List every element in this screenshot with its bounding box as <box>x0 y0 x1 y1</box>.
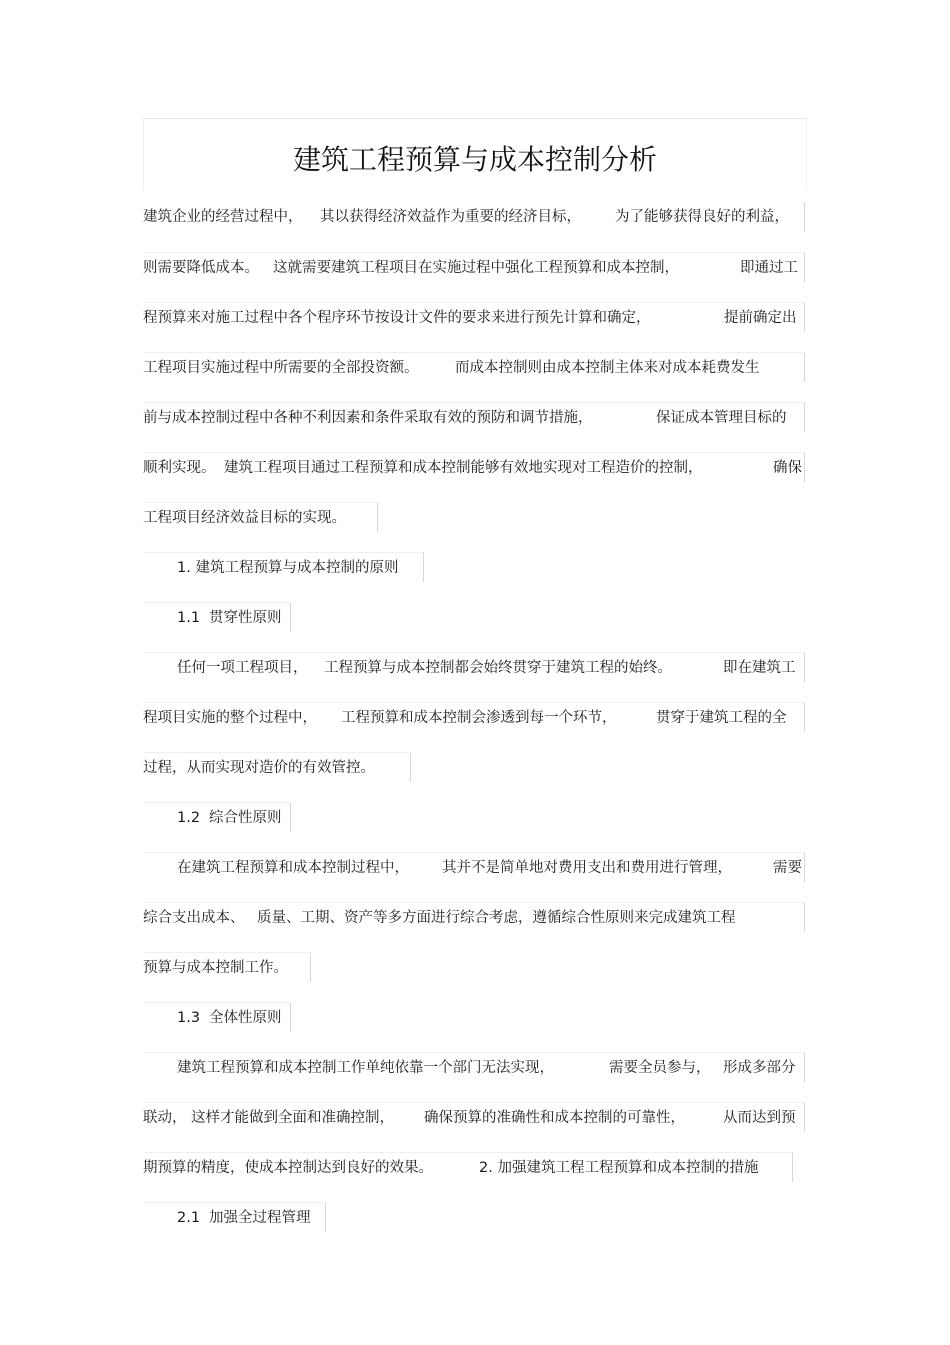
text-segment: 其并不是简单地对费用支出和费用进行管理， <box>442 860 732 876</box>
paragraph-line <box>143 902 805 932</box>
text-segment: 需要全员参与， <box>609 1060 711 1076</box>
subsection-heading <box>143 1002 291 1032</box>
text-segment: 而成本控制则由成本控制主体来对成本耗费发生 <box>455 360 760 376</box>
paragraph-line <box>143 252 805 282</box>
text-segment: 从而达到预 <box>723 1110 796 1126</box>
paragraph-line <box>143 852 805 882</box>
text-segment: 联动， <box>143 1110 187 1126</box>
text-segment: 综合支出成本、 <box>143 910 245 926</box>
text-segment: 即在建筑工 <box>723 660 796 676</box>
text-segment: 预算与成本控制工作。 <box>143 960 288 976</box>
text-segment: 为了能够获得良好的利益， <box>615 209 789 225</box>
text-segment: 贯穿性原则 <box>209 610 282 626</box>
text-segment: 1. 建筑工程预算与成本控制的原则 <box>177 560 399 576</box>
text-segment: 建筑工程预算和成本控制工作单纯依靠一个部门无法实现， <box>177 1060 554 1076</box>
text-segment: 保证成本管理目标的 <box>656 410 787 426</box>
paragraph-line <box>143 452 805 482</box>
text-segment: 工程项目实施过程中所需要的全部投资额。 <box>143 360 419 376</box>
section-number: 1.1 <box>177 610 201 626</box>
paragraph-line <box>143 502 378 532</box>
text-segment: 确保 <box>773 460 802 476</box>
text-segment: 在建筑工程预算和成本控制过程中， <box>177 860 409 876</box>
text-segment: 全体性原则 <box>209 1010 282 1026</box>
text-segment: 2. 加强建筑工程工程预算和成本控制的措施 <box>479 1160 759 1176</box>
text-segment: 需要 <box>773 860 802 876</box>
section-number: 2.1 <box>177 1210 201 1226</box>
paragraph-line <box>143 952 311 982</box>
section-number: 1.2 <box>177 810 201 826</box>
text-segment: 建筑工程项目通过工程预算和成本控制能够有效地实现对工程造价的控制， <box>224 460 703 476</box>
text-segment: 工程预算与成本控制都会始终贯穿于建筑工程的始终。 <box>324 660 672 676</box>
text-segment: 期预算的精度，使成本控制达到良好的效果。 <box>143 1160 433 1176</box>
paragraph-line <box>143 202 805 232</box>
text-segment: 质量、工期、资产等多方面进行综合考虑，遵循综合性原则来完成建筑工程 <box>257 910 736 926</box>
text-segment: 其以获得经济效益作为重要的经济目标， <box>320 209 581 225</box>
text-segment: 前与成本控制过程中各种不利因素和条件采取有效的预防和调节措施， <box>143 410 593 426</box>
subsection-heading <box>143 602 291 632</box>
paragraph-line <box>143 752 411 782</box>
text-segment: 加强全过程管理 <box>209 1210 311 1226</box>
document-title: 建筑工程预算与成本控制分析 <box>292 143 657 176</box>
paragraph-line <box>143 652 805 682</box>
text-segment: 程预算来对施工过程中各个程序环节按设计文件的要求来进行预先计算和确定， <box>143 310 651 326</box>
text-segment: 即通过工 <box>740 260 798 276</box>
text-segment: 这样才能做到全面和准确控制， <box>191 1110 394 1126</box>
paragraph-line <box>143 1102 805 1132</box>
paragraph-line <box>143 402 805 432</box>
text-segment: 形成多部分 <box>723 1060 796 1076</box>
text-segment: 程项目实施的整个过程中， <box>143 710 317 726</box>
text-segment: 贯穿于建筑工程的全 <box>656 710 787 726</box>
text-segment: 工程项目经济效益目标的实现。 <box>143 510 346 526</box>
paragraph-line <box>143 1152 793 1182</box>
subsection-heading <box>143 802 291 832</box>
text-segment: 建筑企业的经营过程中， <box>143 209 303 225</box>
text-segment: 提前确定出 <box>724 310 797 326</box>
text-segment: 顺利实现。 <box>143 460 216 476</box>
text-segment: 任何一项工程项目， <box>177 660 308 676</box>
text-segment: 则需要降低成本。 <box>143 260 259 276</box>
paragraph-line <box>143 1052 805 1082</box>
text-segment: 这就需要建筑工程项目在实施过程中强化工程预算和成本控制， <box>273 260 679 276</box>
text-segment: 工程预算和成本控制会渗透到每一个环节， <box>341 710 617 726</box>
text-segment: 综合性原则 <box>209 810 282 826</box>
section-heading <box>143 552 424 582</box>
text-segment: 过程，从而实现对造价的有效管控。 <box>143 760 375 776</box>
paragraph-line <box>143 352 805 382</box>
section-number: 1.3 <box>177 1010 201 1026</box>
paragraph-line <box>143 702 805 732</box>
text-segment: 确保预算的准确性和成本控制的可靠性， <box>424 1110 685 1126</box>
paragraph-line <box>143 302 805 332</box>
subsection-heading <box>143 1202 326 1232</box>
